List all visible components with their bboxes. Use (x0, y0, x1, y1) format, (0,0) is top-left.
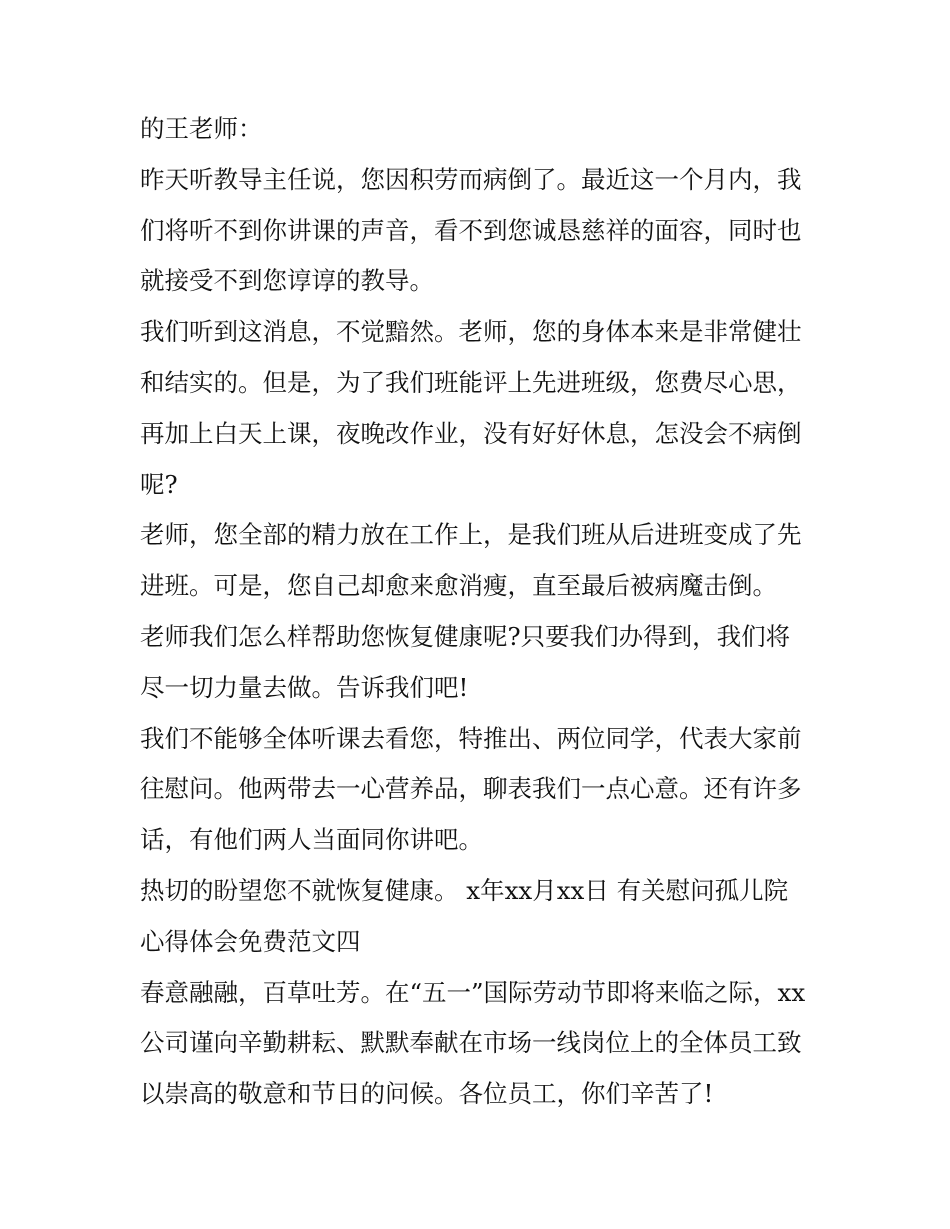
document-body (140, 104, 812, 1120)
paragraph-salutation: 的王老师： (140, 114, 263, 143)
paragraph-7: 春意融融，百草吐芳。在“五一”国际劳动节即将来临之际，xx公司谨向辛勤耕耘、默默奉献在市场一线岗位上的全体员工致以崇高的敬意和节日的问候。各位员工，你们辛苦了! (140, 977, 806, 1109)
paragraph-3: 老师，您全部的精力放在工作上，是我们班从后进班变成了先进班。可是，您自己却愈来愈消瘦，直至最后被病魔击倒。 (140, 520, 802, 601)
paragraph-1: 昨天听教导主任说，您因积劳而病倒了。最近这一个月内，我们将听不到你讲课的声音，看不到您诚恳慈祥的面容，同时也就接受不到您谆谆的教导。 (140, 164, 802, 296)
paragraph-2: 我们听到这消息，不觉黯然。老师，您的身体本来是非常健壮和结实的。但是，为了我们班能评上先进班级，您费尽心思，再加上白天上课，夜晚改作业，没有好好休息，怎没会不病倒呢? (140, 317, 802, 499)
paragraph-6: 热切的盼望您不就恢复健康。 x年xx月xx日 有关慰问孤儿院心得体会免费范文四 (140, 875, 789, 956)
paragraph-5: 我们不能够全体听课去看您，特推出、两位同学，代表大家前往慰问。他两带去一心营养品，聊表我们一点心意。还有许多话，有他们两人当面同你讲吧。 (140, 723, 802, 855)
paragraph-4: 老师我们怎么样帮助您恢复健康呢?只要我们办得到，我们将尽一切力量去做。告诉我们吧! (140, 621, 791, 702)
